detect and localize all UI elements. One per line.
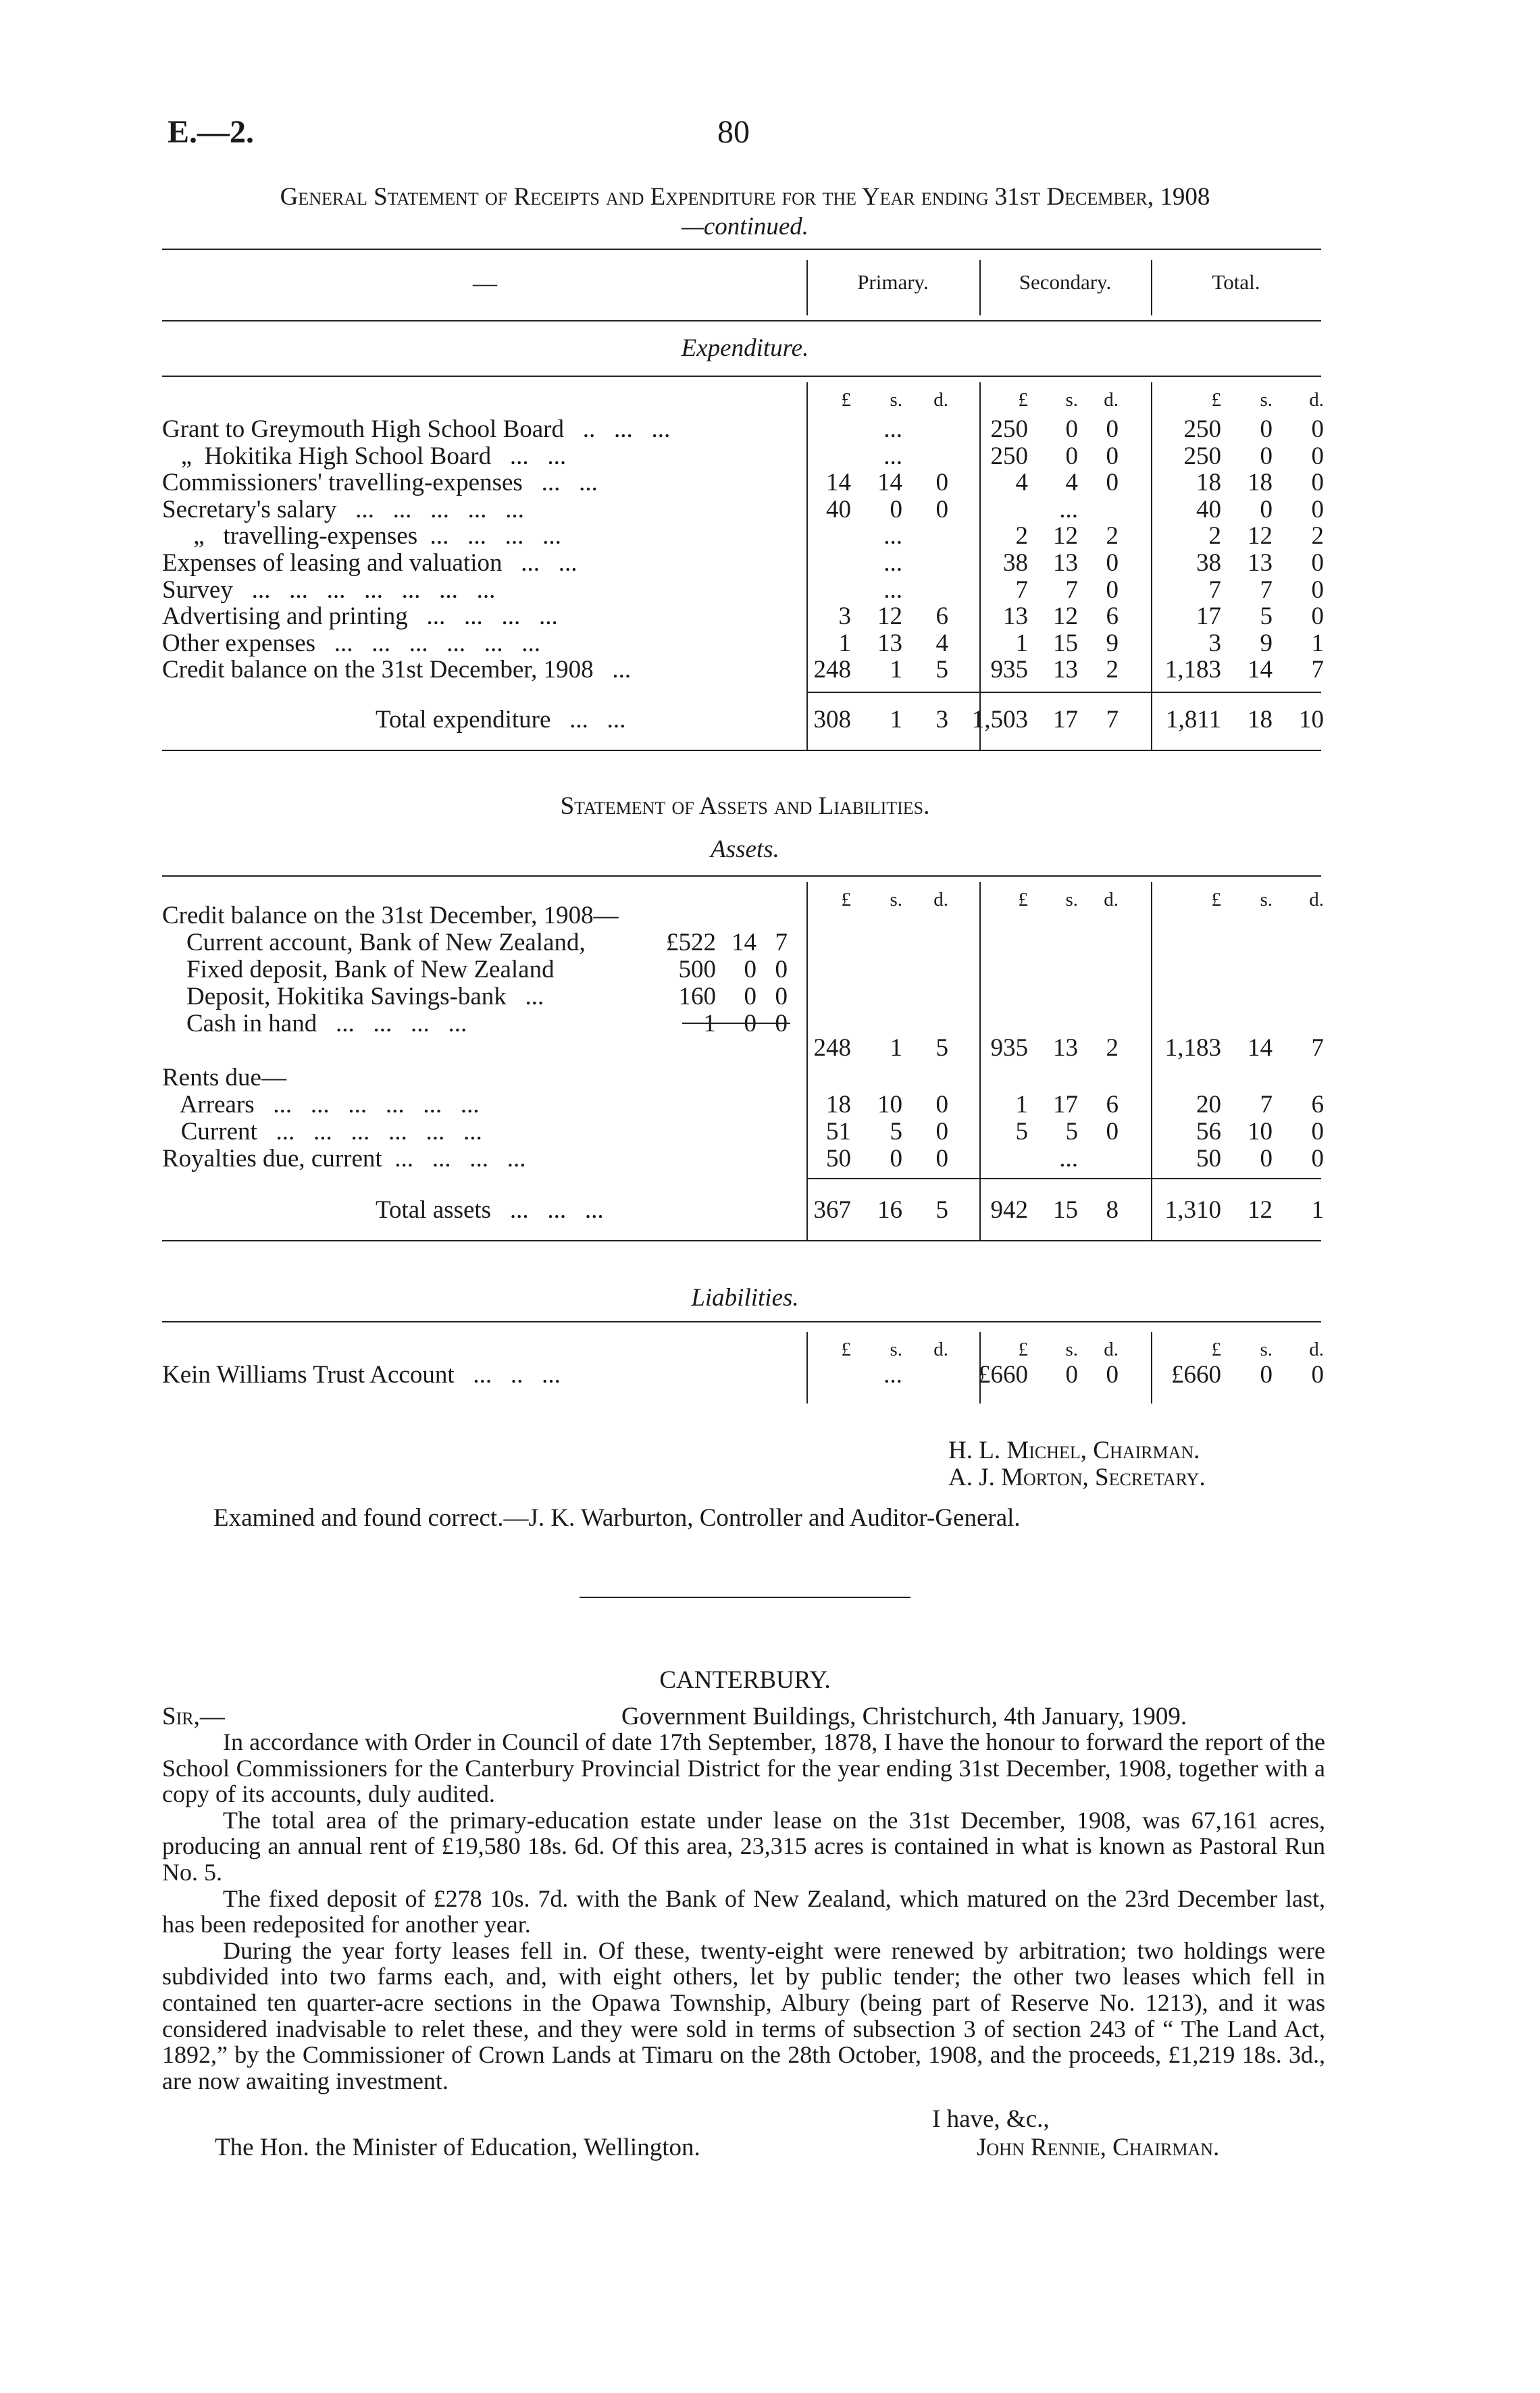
pounds-cell: 17 bbox=[1196, 602, 1221, 631]
pounds-cell: 1 bbox=[838, 629, 851, 657]
pence-cell: 0 bbox=[935, 469, 948, 497]
assets-row-label: Arrears ... ... ... ... ... ... bbox=[162, 1091, 480, 1118]
liabilities-heading: Liabilities. bbox=[691, 1284, 799, 1312]
pounds-cell: 50 bbox=[826, 1145, 851, 1173]
shillings-cell: 4 bbox=[1065, 469, 1078, 497]
shilling-abbrev: s. bbox=[1260, 1339, 1273, 1360]
pence-cell: 1 bbox=[1311, 1196, 1324, 1224]
pounds-cell: 14 bbox=[826, 469, 851, 497]
pounds-cell: 1 bbox=[1015, 629, 1028, 657]
pounds-cell: 18 bbox=[826, 1091, 851, 1118]
shillings-cell: 0 bbox=[890, 495, 902, 523]
shillings-cell: 15 bbox=[1053, 1196, 1078, 1224]
expenditure-heading: Expenditure. bbox=[681, 334, 809, 362]
pounds-cell: 935 bbox=[990, 656, 1028, 684]
shillings-cell: ... bbox=[883, 549, 902, 577]
assets-row-label: Current ... ... ... ... ... ... bbox=[162, 1118, 482, 1146]
pence-abbrev: d. bbox=[1104, 389, 1119, 411]
shillings-cell: 1 bbox=[890, 656, 902, 684]
shillings-cell: ... bbox=[1059, 1145, 1078, 1173]
shillings-cell: 0 bbox=[1065, 442, 1078, 470]
liability-primary: ... bbox=[883, 1361, 902, 1389]
pence-cell: 0 bbox=[935, 495, 948, 523]
pounds-cell: 250 bbox=[1183, 442, 1221, 470]
paragraph: In accordance with Order in Council of date 17th September, 1878, I have the honour to forward the report of the School Commissioners for the Canterbury Provincial District for the year ending 31st December, 1908, together with a copy of its accounts, duly audited. bbox=[162, 1728, 1325, 1808]
shillings-cell: 9 bbox=[1260, 629, 1273, 657]
pound-sign: £ bbox=[841, 389, 851, 411]
pence-abbrev: d. bbox=[1309, 889, 1324, 910]
pounds-cell: 248 bbox=[813, 1034, 851, 1062]
pounds-cell: 2 bbox=[1015, 522, 1028, 550]
pound-sign: £ bbox=[841, 1339, 851, 1360]
pence-cell: 0 bbox=[1106, 469, 1119, 497]
credit-sub-label: Fixed deposit, Bank of New Zealand bbox=[186, 956, 555, 983]
pounds-cell: 250 bbox=[1183, 415, 1221, 443]
pounds-cell: 56 bbox=[1196, 1118, 1221, 1146]
shillings-cell: 17 bbox=[1053, 706, 1078, 734]
shillings-cell: 16 bbox=[877, 1196, 902, 1224]
shillings-cell: 18 bbox=[1248, 469, 1273, 497]
letter-body bbox=[162, 1729, 1325, 2094]
pence-cell: 0 bbox=[1106, 575, 1119, 604]
pounds-cell: 40 bbox=[1196, 495, 1221, 523]
secretary-signature: A. J. Morton, Secretary. bbox=[948, 1464, 1206, 1491]
chairman-signature: H. L. Michel, Chairman. bbox=[948, 1437, 1200, 1464]
shillings-cell: 13 bbox=[1053, 549, 1078, 577]
pounds-cell: 18 bbox=[1196, 469, 1221, 497]
closing: I have, &c., bbox=[932, 2105, 1050, 2133]
pence-cell: 1 bbox=[1311, 629, 1324, 657]
credit-balance-label: Credit balance on the 31st December, 1908— bbox=[162, 902, 619, 929]
pence-cell: 8 bbox=[1106, 1196, 1119, 1224]
pence-cell: 4 bbox=[935, 629, 948, 657]
pence-abbrev: d. bbox=[1104, 1339, 1119, 1360]
shillings-cell: 1 bbox=[890, 706, 902, 734]
pence-cell: 2 bbox=[1106, 522, 1119, 550]
shillings-cell: 15 bbox=[1053, 629, 1078, 657]
pound-sign: £ bbox=[1211, 889, 1221, 910]
pence-cell: 0 bbox=[1311, 415, 1324, 443]
paragraph: The total area of the primary-education estate under lease on the 31st December, 1908, was 67,161 acres, producing an annual rent of £19,580 18s. 6d. Of this area, 23,315 acres is contained in what is known as Pastoral Run No. 5. bbox=[162, 1806, 1325, 1886]
liabilities-rule bbox=[162, 1321, 1321, 1322]
document-reference: E.—2. bbox=[168, 114, 255, 150]
assets-bottom-rule bbox=[162, 1240, 1321, 1241]
pence-cell: 0 bbox=[1106, 1361, 1119, 1389]
shilling-abbrev: s. bbox=[890, 1339, 902, 1360]
credit-sub-value: 0 bbox=[775, 1010, 788, 1037]
pence-cell: 0 bbox=[1311, 1118, 1324, 1146]
credit-sub-value: 14 bbox=[732, 929, 756, 956]
shillings-cell: 0 bbox=[1260, 1361, 1273, 1389]
pence-cell: 0 bbox=[1311, 602, 1324, 631]
total-expenditure-label: Total expenditure ... ... bbox=[376, 706, 626, 734]
expenditure-row-label: Advertising and printing ... ... ... ... bbox=[162, 602, 558, 631]
pence-cell: 0 bbox=[1311, 442, 1324, 470]
expenditure-row-label: „ Hokitika High School Board ... ... bbox=[162, 442, 567, 470]
expenditure-row-label: Commissioners' travelling-expenses ... ... bbox=[162, 469, 598, 497]
salutation: Sir,— bbox=[162, 1703, 225, 1730]
credit-sub-value: 0 bbox=[744, 956, 756, 983]
pence-cell: 2 bbox=[1106, 1034, 1119, 1062]
pence-abbrev: d. bbox=[1309, 389, 1324, 411]
pence-cell: 0 bbox=[935, 1091, 948, 1118]
shillings-cell: 7 bbox=[1065, 575, 1078, 604]
shilling-abbrev: s. bbox=[890, 889, 902, 910]
pound-sign: £ bbox=[1211, 1339, 1221, 1360]
pence-cell: 10 bbox=[1299, 706, 1324, 734]
credit-sub-value: 7 bbox=[775, 929, 788, 956]
pound-sign: £ bbox=[1018, 1339, 1028, 1360]
blank-heading: — bbox=[473, 269, 497, 297]
pounds-cell: 50 bbox=[1196, 1145, 1221, 1173]
auditor-note: Examined and found correct.—J. K. Warburton, Controller and Auditor-General. bbox=[213, 1504, 1021, 1532]
shillings-cell: 13 bbox=[1248, 549, 1273, 577]
pounds-cell: 250 bbox=[990, 442, 1028, 470]
shillings-cell: 5 bbox=[1260, 602, 1273, 631]
shillings-cell: 14 bbox=[1248, 1034, 1273, 1062]
shillings-cell: 0 bbox=[1260, 442, 1273, 470]
pounds-cell: £660 bbox=[1171, 1361, 1221, 1389]
secondary-column-heading: Secondary. bbox=[1019, 270, 1112, 294]
shillings-cell: ... bbox=[883, 575, 902, 604]
shillings-cell: ... bbox=[883, 442, 902, 470]
shillings-cell: ... bbox=[883, 415, 902, 443]
pence-abbrev: d. bbox=[933, 889, 948, 910]
pounds-cell: 2 bbox=[1208, 522, 1221, 550]
pounds-cell: 20 bbox=[1196, 1091, 1221, 1118]
canterbury-heading: CANTERBURY. bbox=[659, 1666, 831, 1694]
shillings-cell: 12 bbox=[1053, 602, 1078, 631]
statement-title: General Statement of Receipts and Expenditure for the Year ending 31st December, 1908 bbox=[280, 183, 1210, 211]
primary-column-heading: Primary. bbox=[857, 270, 929, 294]
shillings-cell: 12 bbox=[1248, 1196, 1273, 1224]
expenditure-row-label: „ travelling-expenses ... ... ... ... bbox=[162, 522, 561, 550]
credit-sub-value: 0 bbox=[775, 983, 788, 1010]
pounds-cell: 1,183 bbox=[1164, 656, 1221, 684]
shillings-cell: 0 bbox=[1065, 1361, 1078, 1389]
rents-due-label: Rents due— bbox=[162, 1064, 286, 1091]
shilling-abbrev: s. bbox=[1260, 389, 1273, 411]
assets-liabilities-heading: Statement of Assets and Liabilities. bbox=[560, 792, 930, 820]
assets-rule bbox=[162, 875, 1321, 877]
credit-sub-value: 0 bbox=[744, 1010, 756, 1037]
pounds-cell: 367 bbox=[813, 1196, 851, 1224]
credit-sub-label: Deposit, Hokitika Savings-bank ... bbox=[186, 983, 544, 1010]
shillings-cell: 5 bbox=[1065, 1118, 1078, 1146]
credit-sub-value: 160 bbox=[678, 983, 716, 1010]
pence-abbrev: d. bbox=[933, 1339, 948, 1360]
expenditure-row-label: Credit balance on the 31st December, 1908 ... bbox=[162, 656, 632, 684]
pence-cell: 0 bbox=[1311, 575, 1324, 604]
pence-cell: 2 bbox=[1311, 522, 1324, 550]
shilling-abbrev: s. bbox=[1065, 389, 1078, 411]
pence-cell: 0 bbox=[1106, 415, 1119, 443]
pounds-cell: 38 bbox=[1003, 549, 1028, 577]
pounds-cell: 7 bbox=[1015, 575, 1028, 604]
pence-cell: 0 bbox=[1311, 1145, 1324, 1173]
shillings-cell: 0 bbox=[1065, 415, 1078, 443]
expenditure-bottom-rule bbox=[162, 750, 1321, 751]
shillings-cell: 17 bbox=[1053, 1091, 1078, 1118]
pound-sign: £ bbox=[1018, 889, 1028, 910]
shillings-cell: 18 bbox=[1248, 706, 1273, 734]
credit-sub-value: £522 bbox=[666, 929, 716, 956]
pound-sign: £ bbox=[1018, 389, 1028, 411]
shilling-abbrev: s. bbox=[1065, 1339, 1078, 1360]
pounds-cell: 51 bbox=[826, 1118, 851, 1146]
pence-abbrev: d. bbox=[1104, 889, 1119, 910]
pence-cell: 3 bbox=[935, 706, 948, 734]
shillings-cell: ... bbox=[883, 522, 902, 550]
pounds-cell: 1,310 bbox=[1164, 1196, 1221, 1224]
pence-cell: 6 bbox=[1106, 602, 1119, 631]
pounds-cell: 4 bbox=[1015, 469, 1028, 497]
pence-cell: 6 bbox=[1106, 1091, 1119, 1118]
pounds-cell: 7 bbox=[1208, 575, 1221, 604]
shillings-cell: 5 bbox=[890, 1118, 902, 1146]
paragraph: During the year forty leases fell in. Of these, twenty-eight were renewed by arbitration; two holdings were subdivided into two farms each, and, with eight others, let by public tender; the other two leases which fell in contained ten quarter-acre sections in the Opawa Township, Albury (being part of Reserve No. 1213), and it was considered inadvisable to relet these, and they were sold in terms of subsection 3 of section 243 of “ The Land Act, 1892,” by the Commissioner of Crown Lands at Timaru on the 28th October, 1908, and the proceeds, £1,219 18s. 3d., are now awaiting investment. bbox=[162, 1936, 1325, 2094]
shillings-cell: 14 bbox=[1248, 656, 1273, 684]
expenditure-rule bbox=[162, 376, 1321, 377]
sub-sum-rule bbox=[682, 1023, 790, 1024]
credit-sub-value: 1 bbox=[703, 1010, 716, 1037]
expenditure-row-label: Secretary's salary ... ... ... ... ... bbox=[162, 495, 524, 523]
pound-sign: £ bbox=[1211, 389, 1221, 411]
pence-cell: 9 bbox=[1106, 629, 1119, 657]
expenditure-row-label: Grant to Greymouth High School Board .. ... ... bbox=[162, 415, 671, 443]
pence-cell: 0 bbox=[1106, 1118, 1119, 1146]
subtotal-rule bbox=[806, 1178, 1321, 1179]
pence-abbrev: d. bbox=[933, 389, 948, 411]
statement-title-continued: —continued. bbox=[681, 213, 809, 240]
pence-cell: 0 bbox=[935, 1145, 948, 1173]
shillings-cell: 13 bbox=[1053, 1034, 1078, 1062]
credit-sub-value: 500 bbox=[678, 956, 716, 983]
shillings-cell: 13 bbox=[1053, 656, 1078, 684]
pounds-cell: 1,183 bbox=[1164, 1034, 1221, 1062]
assets-row-label: Royalties due, current ... ... ... ... bbox=[162, 1145, 526, 1173]
expenditure-row-label: Expenses of leasing and valuation ... ... bbox=[162, 549, 578, 577]
paragraph: The fixed deposit of £278 10s. 7d. with the Bank of New Zealand, which matured on the 23rd December last, has been redeposited for another year. bbox=[162, 1884, 1325, 1938]
pounds-cell: £660 bbox=[978, 1361, 1028, 1389]
pence-cell: 0 bbox=[1311, 549, 1324, 577]
shilling-abbrev: s. bbox=[1065, 889, 1078, 910]
shilling-abbrev: s. bbox=[890, 389, 902, 411]
shilling-abbrev: s. bbox=[1260, 889, 1273, 910]
pounds-cell: 308 bbox=[813, 706, 851, 734]
shillings-cell: 13 bbox=[877, 629, 902, 657]
pence-cell: 7 bbox=[1106, 706, 1119, 734]
pounds-cell: 248 bbox=[813, 656, 851, 684]
shillings-cell: 12 bbox=[877, 602, 902, 631]
shillings-cell: 12 bbox=[1248, 522, 1273, 550]
pence-cell: 0 bbox=[1311, 1361, 1324, 1389]
pounds-cell: 40 bbox=[826, 495, 851, 523]
assets-heading: Assets. bbox=[711, 835, 779, 863]
heading-rule bbox=[162, 320, 1321, 321]
pence-cell: 5 bbox=[935, 1196, 948, 1224]
shillings-cell: 0 bbox=[1260, 1145, 1273, 1173]
expenditure-row-label: Other expenses ... ... ... ... ... ... bbox=[162, 629, 541, 657]
pence-cell: 0 bbox=[1106, 442, 1119, 470]
pence-cell: 6 bbox=[1311, 1091, 1324, 1118]
subtotal-rule bbox=[806, 692, 1321, 693]
pence-cell: 0 bbox=[935, 1118, 948, 1146]
shillings-cell: ... bbox=[1059, 495, 1078, 523]
pounds-cell: 13 bbox=[1003, 602, 1028, 631]
credit-sub-label: Cash in hand ... ... ... ... bbox=[186, 1010, 467, 1037]
addressee: The Hon. the Minister of Education, Wellington. bbox=[215, 2134, 700, 2161]
signer: John Rennie, Chairman. bbox=[977, 2134, 1220, 2161]
dateline: Government Buildings, Christchurch, 4th January, 1909. bbox=[621, 1703, 1187, 1730]
credit-sub-value: 0 bbox=[744, 983, 756, 1010]
pounds-cell: 3 bbox=[838, 602, 851, 631]
pence-cell: 0 bbox=[1311, 495, 1324, 523]
pence-cell: 2 bbox=[1106, 656, 1119, 684]
shillings-cell: 14 bbox=[877, 469, 902, 497]
pound-sign: £ bbox=[841, 889, 851, 910]
pence-cell: 7 bbox=[1311, 656, 1324, 684]
pounds-cell: 935 bbox=[990, 1034, 1028, 1062]
pence-cell: 0 bbox=[1311, 469, 1324, 497]
pounds-cell: 1,503 bbox=[971, 706, 1028, 734]
pounds-cell: 38 bbox=[1196, 549, 1221, 577]
table-top-rule bbox=[162, 249, 1321, 250]
credit-sub-value: 0 bbox=[775, 956, 788, 983]
pounds-cell: 250 bbox=[990, 415, 1028, 443]
shillings-cell: 7 bbox=[1260, 575, 1273, 604]
shillings-cell: 7 bbox=[1260, 1091, 1273, 1118]
total-assets-label: Total assets ... ... ... bbox=[376, 1196, 604, 1224]
pence-cell: 5 bbox=[935, 1034, 948, 1062]
credit-sub-label: Current account, Bank of New Zealand, bbox=[186, 929, 586, 956]
shillings-cell: 1 bbox=[890, 1034, 902, 1062]
pounds-cell: 942 bbox=[990, 1196, 1028, 1224]
liability-label: Kein Williams Trust Account ... .. ... bbox=[162, 1361, 561, 1389]
pence-abbrev: d. bbox=[1309, 1339, 1324, 1360]
shillings-cell: 10 bbox=[877, 1091, 902, 1118]
section-divider bbox=[580, 1597, 910, 1598]
pence-cell: 5 bbox=[935, 656, 948, 684]
pounds-cell: 1,811 bbox=[1166, 706, 1221, 734]
pence-cell: 6 bbox=[935, 602, 948, 631]
shillings-cell: 0 bbox=[1260, 495, 1273, 523]
shillings-cell: 12 bbox=[1053, 522, 1078, 550]
pounds-cell: 5 bbox=[1015, 1118, 1028, 1146]
pounds-cell: 3 bbox=[1208, 629, 1221, 657]
shillings-cell: 0 bbox=[1260, 415, 1273, 443]
total-column-heading: Total. bbox=[1212, 270, 1260, 294]
page-number: 80 bbox=[717, 114, 750, 150]
pounds-cell: 1 bbox=[1015, 1091, 1028, 1118]
pence-cell: 7 bbox=[1311, 1034, 1324, 1062]
col-divider bbox=[806, 382, 808, 750]
pence-cell: 0 bbox=[1106, 549, 1119, 577]
expenditure-row-label: Survey ... ... ... ... ... ... ... bbox=[162, 575, 496, 604]
shillings-cell: 0 bbox=[890, 1145, 902, 1173]
shillings-cell: 10 bbox=[1248, 1118, 1273, 1146]
